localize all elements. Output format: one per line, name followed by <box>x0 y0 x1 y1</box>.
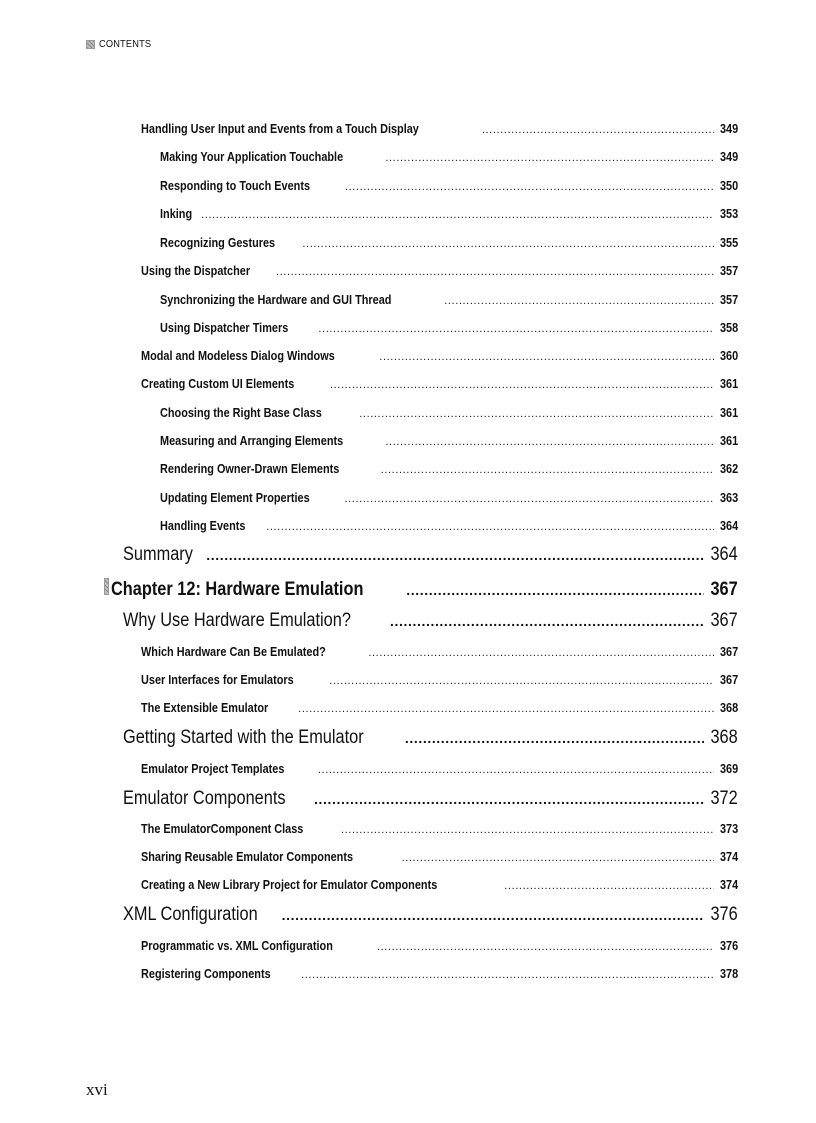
toc-entry-page: 376 <box>710 904 738 925</box>
toc-entry-title: Handling Events <box>160 518 246 533</box>
dot-leader <box>379 351 714 363</box>
toc-entry-title: User Interfaces for Emulators <box>141 672 294 687</box>
toc-entry[interactable] <box>160 433 738 448</box>
toc-entry[interactable] <box>160 490 738 505</box>
toc-entry[interactable] <box>141 644 738 659</box>
dot-leader <box>282 907 705 923</box>
toc-entry[interactable] <box>160 292 738 307</box>
dot-leader <box>302 238 713 250</box>
toc-chapter-entry[interactable] <box>104 578 738 601</box>
toc-entry-page: 353 <box>719 206 738 221</box>
toc-entry-page: 349 <box>719 121 738 136</box>
toc-entry-page: 350 <box>719 178 738 193</box>
toc-entry[interactable] <box>123 610 738 632</box>
toc-entry[interactable] <box>141 376 738 391</box>
toc-entry[interactable] <box>141 849 738 864</box>
toc-entry-page: 360 <box>719 348 738 363</box>
dot-leader <box>345 181 714 193</box>
dot-leader <box>444 295 714 307</box>
toc-entry-title: Handling User Input and Events from a Touch Display <box>141 121 419 136</box>
toc-entry-page: 358 <box>719 320 738 335</box>
toc-entry[interactable] <box>123 727 738 749</box>
toc-entry-page: 367 <box>710 579 738 600</box>
dot-leader <box>314 791 704 807</box>
toc-entry[interactable] <box>141 672 738 687</box>
toc-entry[interactable] <box>160 320 738 335</box>
toc-entry[interactable] <box>141 700 738 715</box>
dot-leader <box>301 969 714 981</box>
toc-entry-title: Using the Dispatcher <box>141 263 251 278</box>
toc-entry-page: 361 <box>719 405 738 420</box>
toc-entry[interactable] <box>160 206 738 221</box>
toc-entry-title: Recognizing Gestures <box>160 235 276 250</box>
toc-entry[interactable] <box>123 788 738 810</box>
dot-leader <box>298 703 714 715</box>
toc-entry-page: 364 <box>719 518 738 533</box>
toc-entry-title: Sharing Reusable Emulator Components <box>141 849 354 864</box>
toc-entry[interactable] <box>141 263 738 278</box>
toc-entry-page: 368 <box>719 700 738 715</box>
dot-leader <box>368 647 713 659</box>
toc-entry[interactable] <box>123 904 738 926</box>
toc-entry-page: 374 <box>719 877 738 892</box>
dot-leader <box>345 493 714 505</box>
dot-leader <box>385 152 713 164</box>
dot-leader <box>206 547 704 563</box>
toc-entry-title: Responding to Touch Events <box>160 178 311 193</box>
dot-leader <box>482 124 714 136</box>
toc-entry-page: 361 <box>719 433 738 448</box>
dot-leader <box>276 266 714 278</box>
toc-entry[interactable] <box>123 544 738 566</box>
dot-leader <box>390 613 704 629</box>
dot-leader <box>201 209 714 221</box>
toc-entry[interactable] <box>160 405 738 420</box>
header-label: CONTENTS <box>99 38 152 50</box>
toc-entry-title: Emulator Project Templates <box>141 761 285 776</box>
toc-entry-title: Using Dispatcher Timers <box>160 320 289 335</box>
toc-entry[interactable] <box>160 235 738 250</box>
dot-leader <box>318 764 714 776</box>
dot-leader <box>318 323 713 335</box>
dot-leader <box>359 408 714 420</box>
toc-entry-page: 357 <box>719 292 738 307</box>
toc-entry[interactable] <box>141 761 738 776</box>
dot-leader <box>406 582 704 598</box>
toc-entry-page: 373 <box>719 821 738 836</box>
toc-entry-page: 374 <box>719 849 738 864</box>
toc-entry-page: 362 <box>719 461 738 476</box>
dot-leader <box>402 852 714 864</box>
toc-entry-page: 363 <box>719 490 738 505</box>
dot-leader <box>329 675 714 687</box>
toc-entry-page: 367 <box>719 644 738 659</box>
toc-entry-title: Getting Started with the Emulator <box>123 727 364 748</box>
toc-entry[interactable] <box>141 348 738 363</box>
toc-entry-title: XML Configuration <box>123 904 258 925</box>
toc-entry-page: 357 <box>719 263 738 278</box>
toc-entry-page: 361 <box>719 376 738 391</box>
dot-leader <box>341 824 714 836</box>
toc-entry[interactable] <box>160 178 738 193</box>
dot-leader <box>504 880 714 892</box>
toc-entry-page: 369 <box>719 761 738 776</box>
toc-entry-title: Making Your Application Touchable <box>160 149 344 164</box>
toc-entry-title: Which Hardware Can Be Emulated? <box>141 644 326 659</box>
toc-entry-title: Chapter 12: Hardware Emulation <box>110 579 364 600</box>
toc-entry-title: Choosing the Right Base Class <box>160 405 322 420</box>
dot-leader <box>385 436 713 448</box>
toc-entry[interactable] <box>141 938 738 953</box>
toc-entry-title: Synchronizing the Hardware and GUI Thread <box>160 292 392 307</box>
toc-entry-title: Creating a New Library Project for Emulator Components <box>141 877 438 892</box>
toc-entry-title: Creating Custom UI Elements <box>141 376 295 391</box>
toc-entry-title: Updating Element Properties <box>160 490 310 505</box>
toc-entry-title: Programmatic vs. XML Configuration <box>141 938 333 953</box>
dot-leader <box>381 464 714 476</box>
toc-entry[interactable] <box>141 966 738 981</box>
toc-entry[interactable] <box>141 821 738 836</box>
toc-entry-page: 349 <box>719 149 738 164</box>
dot-leader <box>330 379 714 391</box>
toc-entry-title: The EmulatorComponent Class <box>141 821 304 836</box>
toc-entry-page: 372 <box>710 788 738 809</box>
toc-entry-title: Modal and Modeless Dialog Windows <box>141 348 335 363</box>
dot-leader <box>405 730 704 746</box>
toc-entry-page: 368 <box>710 727 738 748</box>
toc-entry[interactable] <box>160 518 738 533</box>
toc-entry-page: 355 <box>719 235 738 250</box>
toc-entry-title: Measuring and Arranging Elements <box>160 433 344 448</box>
toc-entry-page: 364 <box>710 544 738 565</box>
chapter-square-icon <box>104 578 109 595</box>
toc-entry-title: Registering Components <box>141 966 271 981</box>
toc-entry[interactable] <box>160 149 738 164</box>
toc-entry-title: Emulator Components <box>123 788 286 809</box>
toc-entry-page: 378 <box>719 966 738 981</box>
toc-entry[interactable] <box>141 121 738 136</box>
dot-leader <box>377 941 714 953</box>
toc-entry-title: Rendering Owner-Drawn Elements <box>160 461 340 476</box>
toc-entry[interactable] <box>141 877 738 892</box>
toc-entry-title: The Extensible Emulator <box>141 700 269 715</box>
toc-entry[interactable] <box>160 461 738 476</box>
toc-entry-title: Why Use Hardware Emulation? <box>123 610 351 631</box>
toc-entry-page: 376 <box>719 938 738 953</box>
toc-entry-page: 367 <box>710 610 738 631</box>
page-number: xvi <box>86 1080 108 1099</box>
toc-entry-title: Summary <box>123 544 193 565</box>
toc-entry-title: Inking <box>160 206 193 221</box>
toc-entry-page: 367 <box>719 672 738 687</box>
dot-leader <box>266 521 714 533</box>
